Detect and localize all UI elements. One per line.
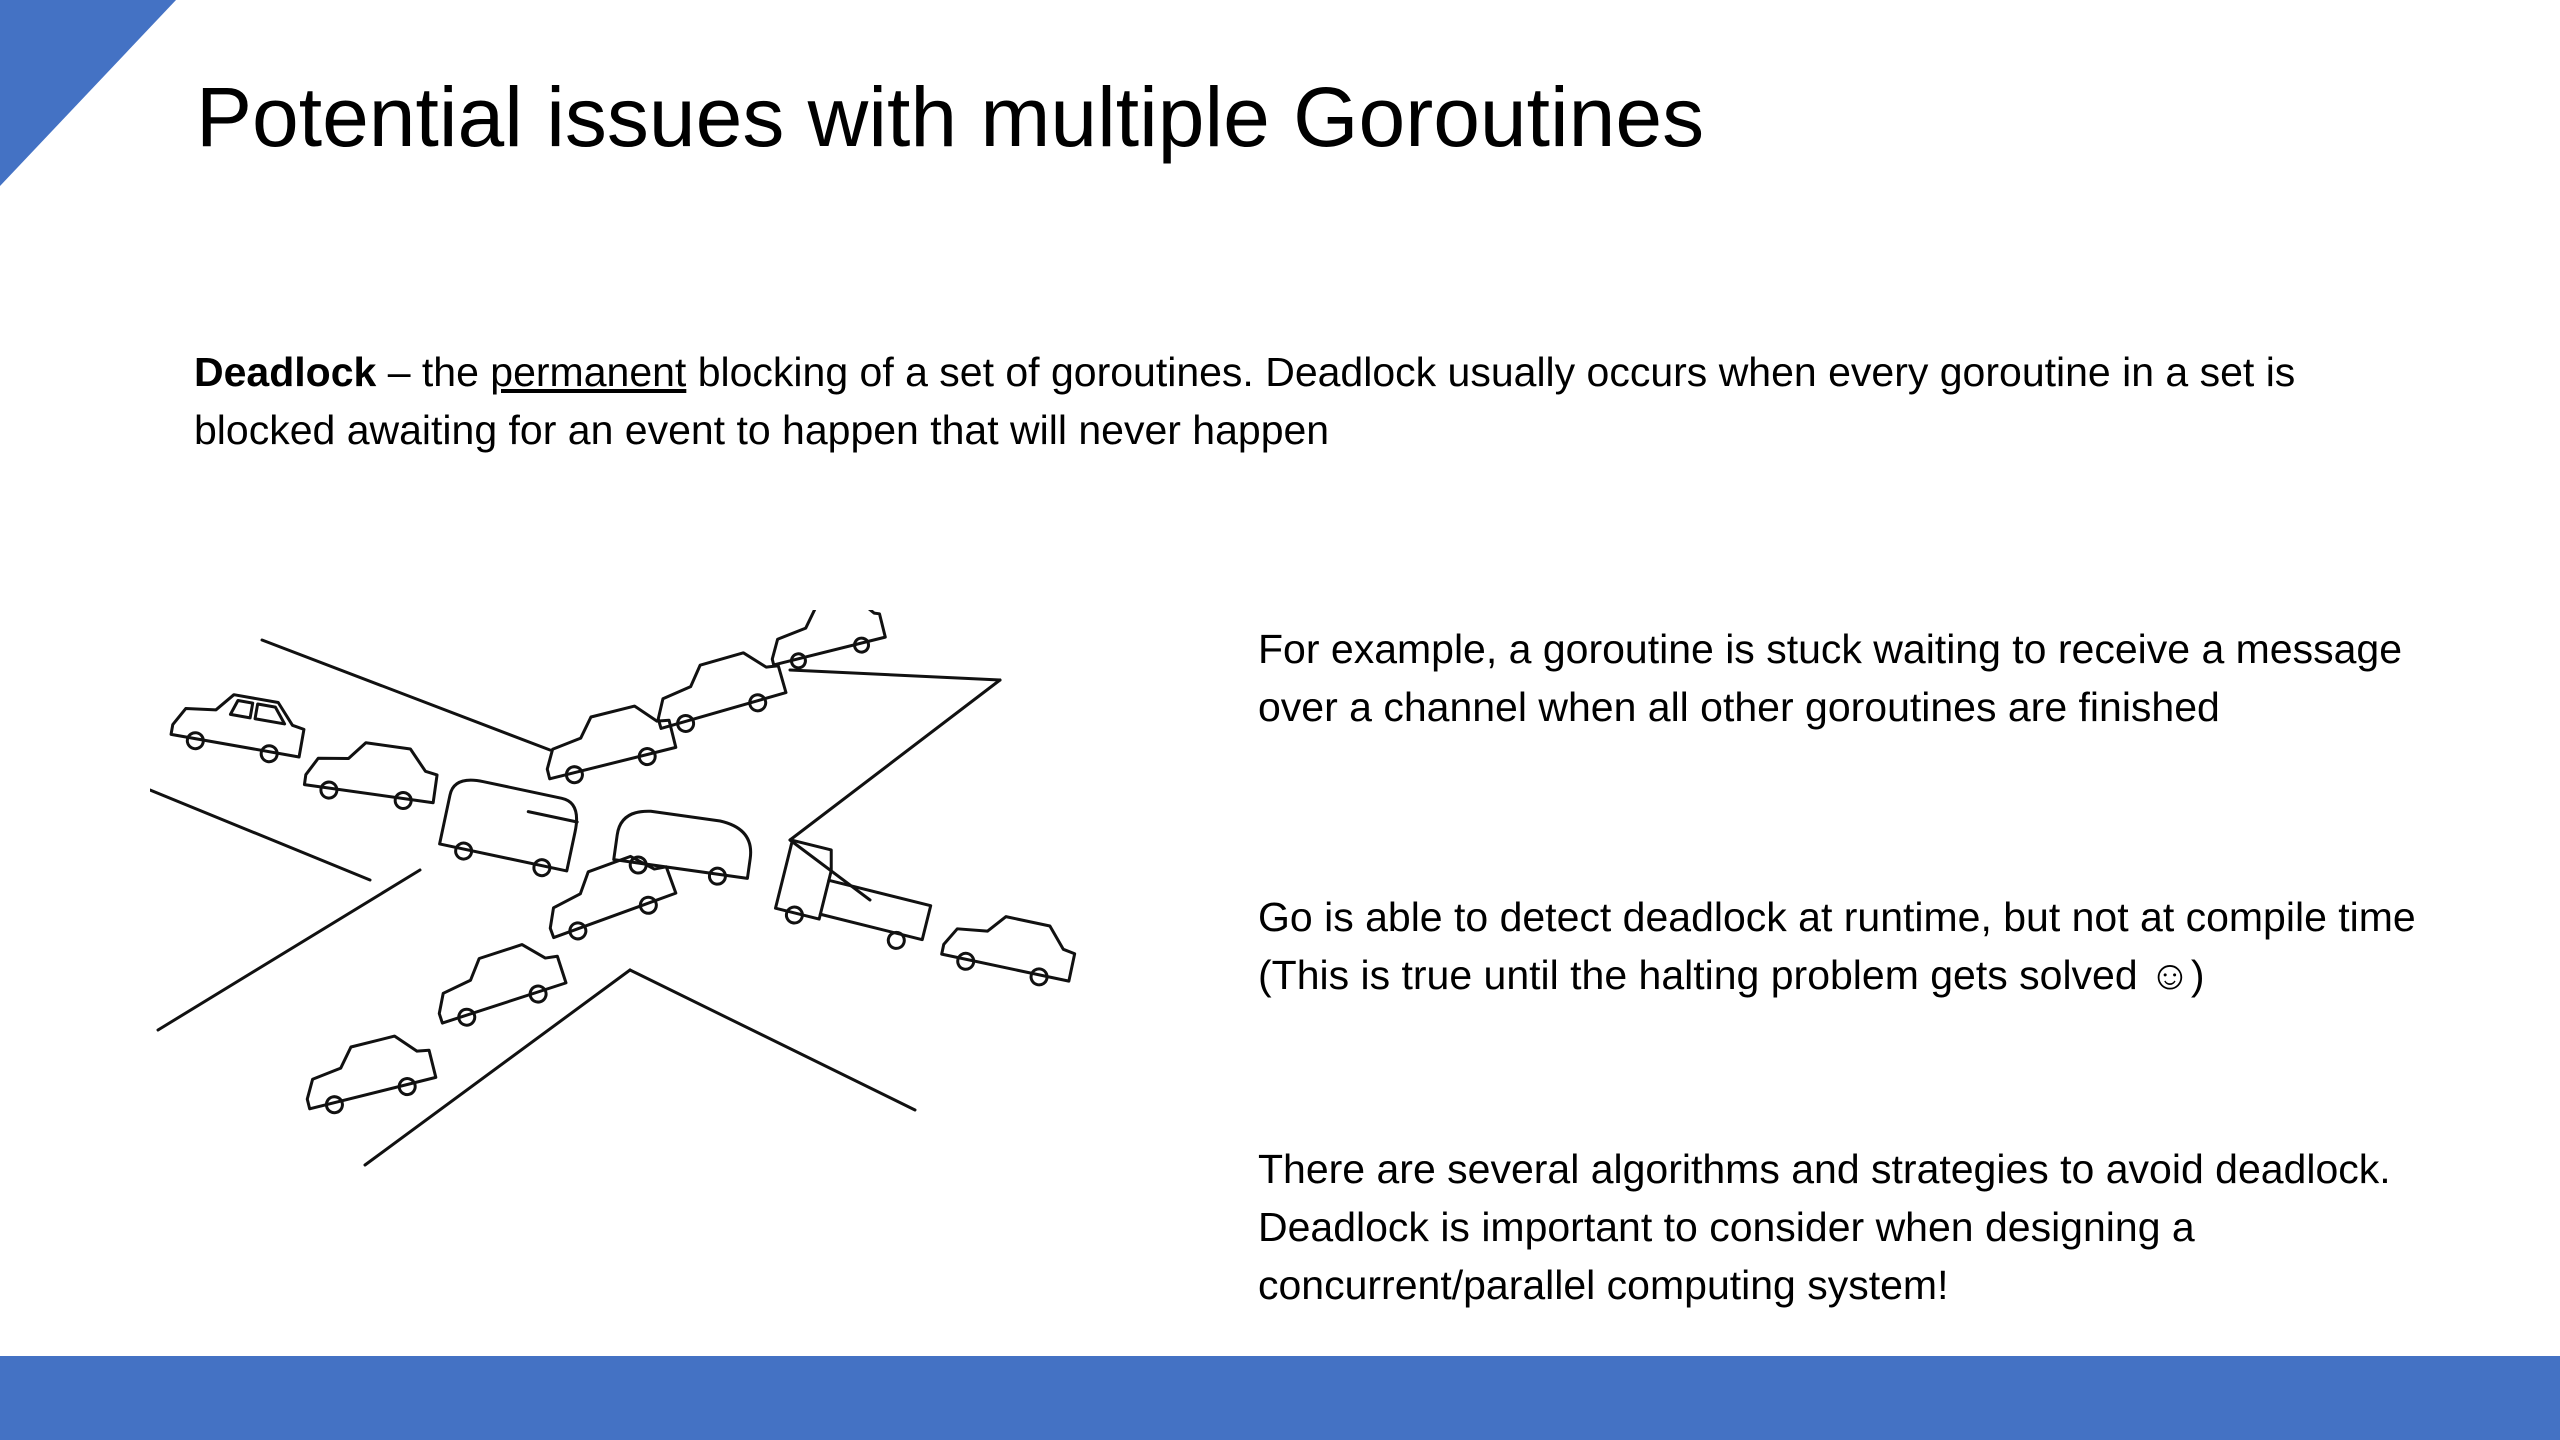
car-2 <box>303 735 440 813</box>
traffic-gridlock-drawing <box>150 610 1110 1170</box>
deadlock-definition <box>194 343 2334 459</box>
bottom-accent-bar <box>0 1356 2560 1440</box>
example-paragraph: For example, a goroutine is stuck waiting to receive a message over a channel when all other goroutines are finished <box>1258 626 2402 730</box>
car-8 <box>537 846 680 947</box>
corner-triangle-decoration <box>0 0 176 186</box>
car-3 <box>538 699 679 789</box>
strategies-paragraph: There are several algorithms and strategies to avoid deadlock. Deadlock is important to consider when designing a concurrent/parallel computing system! <box>1258 1146 2391 1308</box>
car-10 <box>298 1029 439 1119</box>
definition-rest: blocking of a set of goroutines. Deadlock usually occurs when every goroutine in a set is blocked awaiting for an event to happen that will never happen <box>194 349 2296 453</box>
deadlock-term: Deadlock <box>194 349 377 395</box>
car-1 <box>169 685 307 767</box>
car-9 <box>427 935 569 1032</box>
permanent-underlined: permanent <box>490 349 687 395</box>
definition-dash: – the <box>376 349 491 395</box>
slide-title: Potential issues with multiple Goroutines <box>196 70 1705 164</box>
car-5 <box>763 610 888 674</box>
runtime-detection-paragraph: Go is able to detect deadlock at runtime, but not at compile time (This is true until the halting problem gets solved ☺) <box>1258 894 2416 998</box>
van-1 <box>438 775 582 880</box>
car-7 <box>940 905 1080 991</box>
car-6 <box>612 807 754 888</box>
truck-1 <box>773 840 938 954</box>
